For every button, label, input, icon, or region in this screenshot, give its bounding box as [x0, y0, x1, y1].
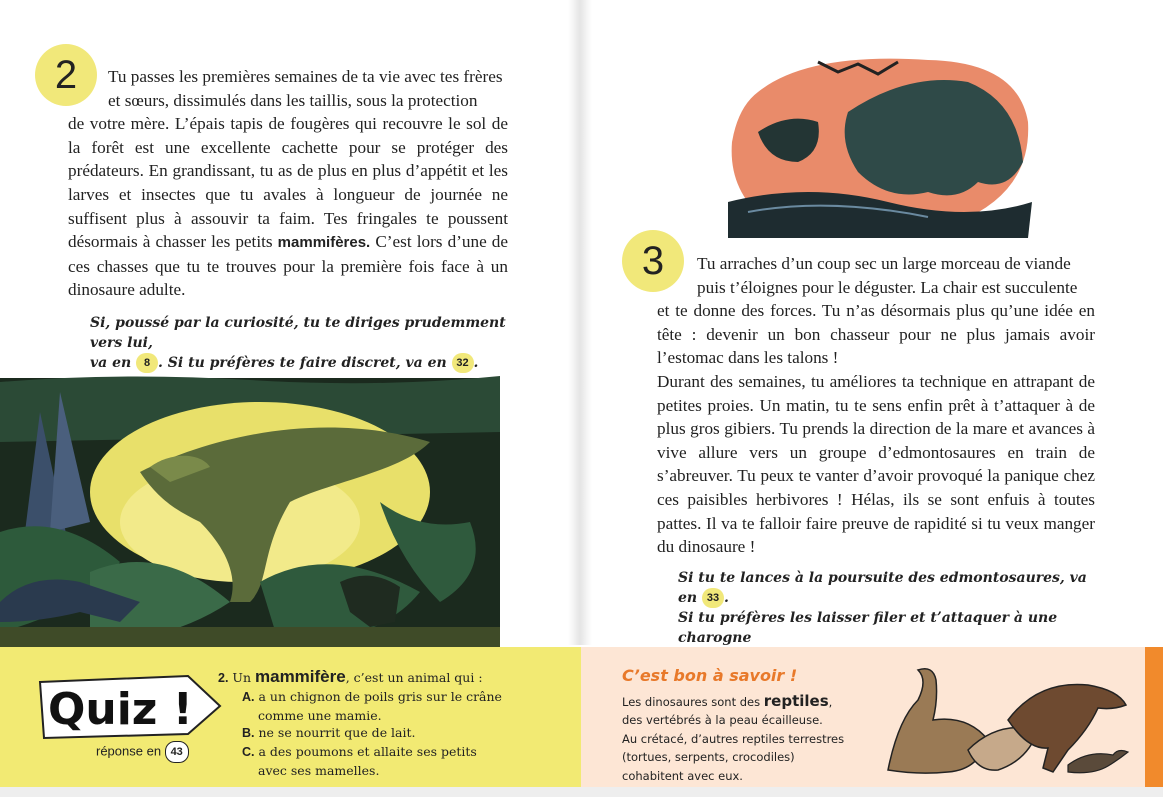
page-bottom-edge: [0, 787, 1163, 797]
choice-line: Si tu préfères les laisser filer et t’attaquer à une charogne: [678, 610, 1058, 646]
carcass-dinosaur-illustration: [728, 52, 1032, 238]
paragraph-line: puis t’éloignes pour le déguster. La chair est succulente: [697, 277, 1078, 297]
quiz-answer: réponse en 43: [96, 741, 189, 763]
section-3-paragraph: [657, 252, 1095, 559]
paragraph-line: Tu arraches d’un coup sec un large morceau de viande: [697, 254, 1071, 273]
paragraph-line: et sœurs, dissimulés dans les taillis, sous la protection: [108, 90, 478, 110]
info-line: (tortues, serpents, crocodiles): [622, 750, 795, 765]
bold-word-mammiferes: mammifères.: [277, 234, 371, 252]
paragraph-body: et te donne des forces. Tu n’as désormais plus qu’une idée en tête : devenir un bon chasseur pour ne plus jamais avoir l’estomac dans les talons !: [657, 301, 1095, 368]
page-gutter: [568, 0, 592, 645]
orange-edge-bar: [1145, 647, 1163, 787]
section-number-3: 3: [622, 230, 684, 292]
info-line: des vertébrés à la peau écailleuse.: [622, 713, 823, 728]
info-keyword: reptiles: [763, 692, 829, 710]
choice-line: va en 8 . Si tu préfères te faire discret, va en 32 .: [90, 355, 479, 371]
quiz-logo-icon: [38, 672, 223, 742]
info-line: Au crétacé, d’autres reptiles terrestres: [622, 731, 845, 746]
info-line: cohabitent avec eux.: [622, 768, 743, 783]
info-title: C’est bon à savoir !: [622, 666, 798, 685]
goto-badge-32[interactable]: 32: [452, 353, 474, 373]
goto-badge-8[interactable]: 8: [136, 353, 158, 373]
section-2-paragraph: [68, 65, 508, 302]
choice-line: Si tu te lances à la poursuite des edmontosaures, va en 33 .: [678, 570, 1087, 606]
answer-badge-43[interactable]: 43: [165, 741, 189, 763]
paragraph-body-2: Durant des semaines, tu améliores ta technique en attrapant de petites proies. Un matin, tu te sens enfin prêt à t’attaquer à de plus gros gibiers. Tu prends la direction de la mare et avances à vive allure vers un groupe d’edmontosaures en train de s’abreuver. Tu peux te vanter d’avoir provoqué la panique chez ces paisibles herbivores ! Hélas, ils se sont enfuis à toutes pattes. Il va te falloir faire preuve de rapidité si tu veux manger du dinosaure !: [657, 371, 1095, 557]
section-2-choices: [90, 313, 520, 373]
section-number-2: 2: [35, 44, 97, 106]
jungle-dinosaur-illustration: [0, 372, 500, 652]
quiz-question-line: 2. Un mammifère, c’est un animal qui :: [218, 667, 483, 686]
svg-text:Quiz !: Quiz !: [48, 684, 193, 735]
info-line: Les dinosaures sont des reptiles,: [622, 692, 833, 710]
quiz-keyword: mammifère: [255, 667, 346, 686]
quiz-option-a[interactable]: A. a un chignon de poils gris sur le crâne comme une mamie.: [242, 688, 502, 723]
choice-line: Si, poussé par la curiosité, tu te diriges prudemment vers lui,: [90, 315, 506, 351]
reptiles-illustration: [878, 660, 1130, 785]
quiz-option-c[interactable]: C. a des poumons et allaite ses petits avec ses mamelles.: [242, 744, 477, 778]
info-text: [622, 692, 844, 785]
quiz-question: [218, 668, 518, 780]
paragraph-body: de votre mère. L’épais tapis de fougères qui recouvre le sol de la forêt est une excellente cachette pour se protéger des prédateurs. En grandissant, tu as de plus en plus d’appétit et les larves et insectes que tu avales à longueur de journée ne suffisent plus à assouvir ta faim. Tes fringales te poussent désormais à chasser les petits mammifères. C’est lors d’une de ces chasses que tu te trouves pour la première fois face à un dinosaure adulte.: [68, 114, 509, 300]
paragraph-line: Tu passes les premières semaines de ta vie avec tes frères: [108, 67, 503, 86]
quiz-option-b[interactable]: B. ne se nourrit que de lait.: [242, 725, 416, 741]
goto-badge-33[interactable]: 33: [702, 588, 724, 608]
